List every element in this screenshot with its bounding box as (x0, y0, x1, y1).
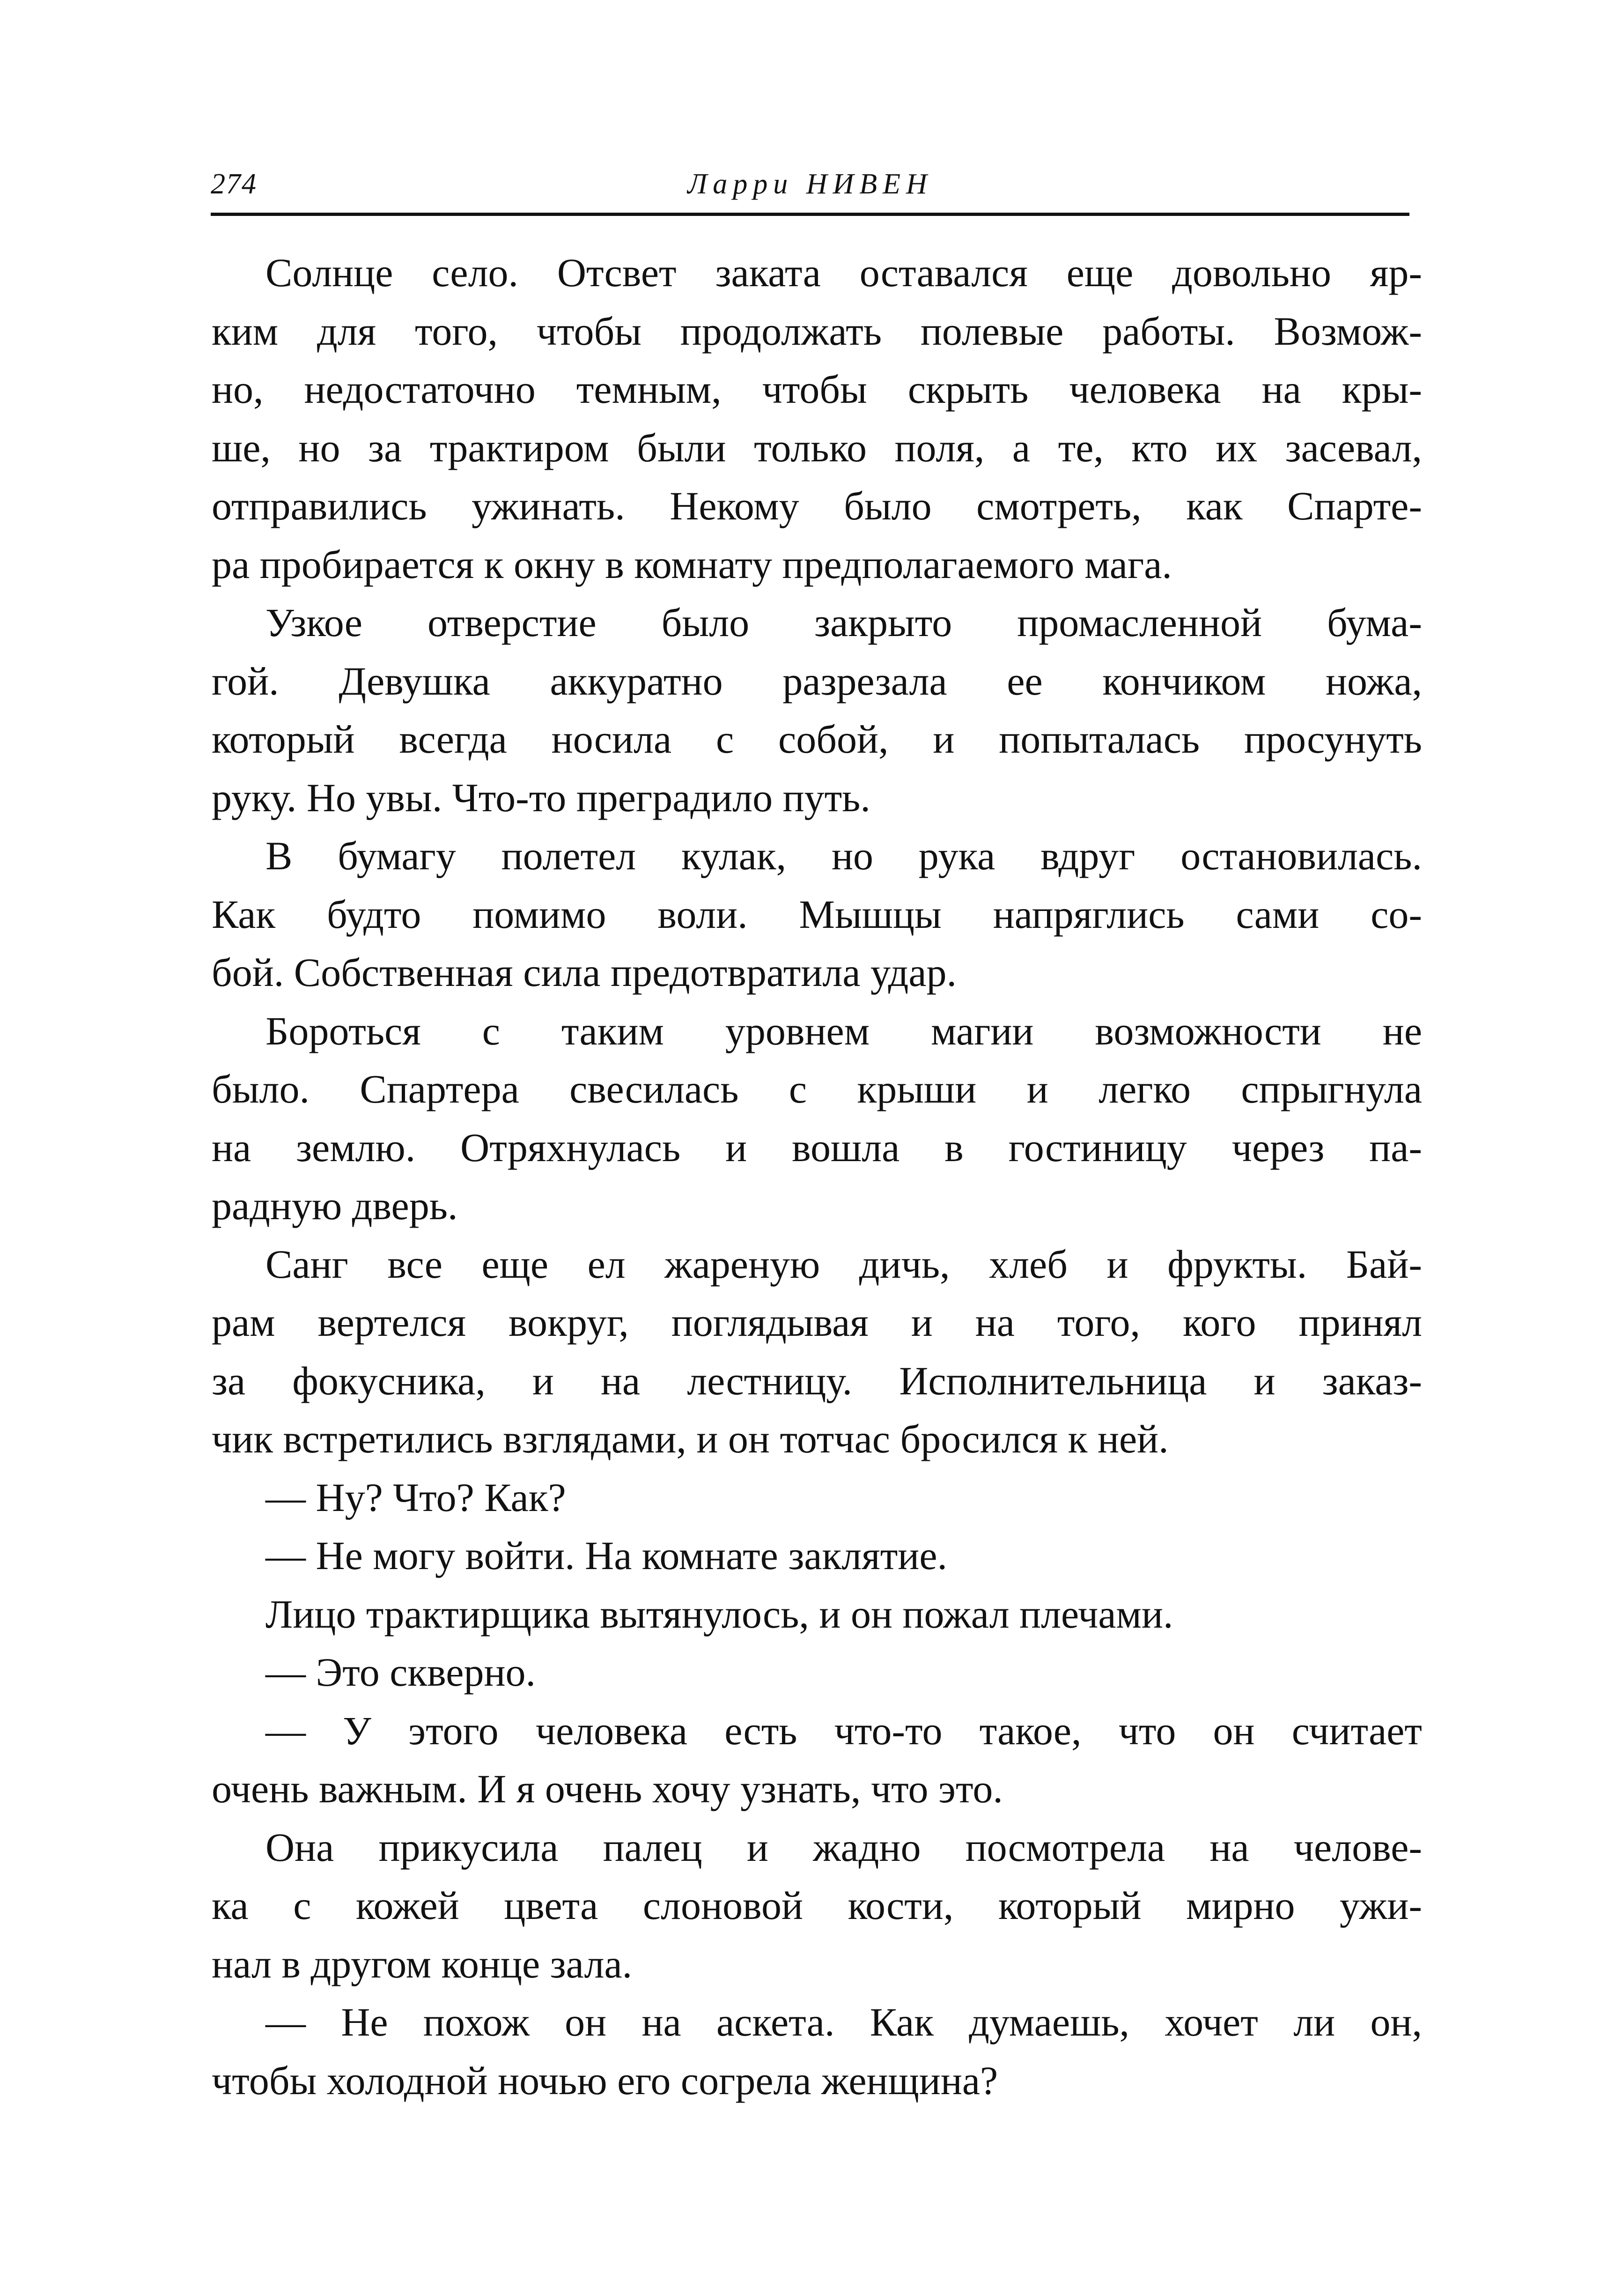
text-line: чик встретились взглядами, и он тотчас бросился к ней. (212, 1416, 1169, 1461)
text-line: но, недостаточно темным, чтобы скрыть человека на кры- (212, 367, 1422, 412)
text-line: за фокусника, и на лестницу. Исполнительница и заказ- (212, 1358, 1422, 1403)
running-title: Ларри НИВЕН (687, 168, 933, 200)
text-line: было. Спартера свесилась с крыши и легко спрыгнула (212, 1067, 1422, 1111)
body-text (212, 244, 1422, 2110)
text-line: бой. Собственная сила предотвратила удар. (212, 950, 957, 995)
text-line: ра пробирается к окну в комнату предполагаемого мага. (212, 541, 1172, 587)
text-line: ким для того, чтобы продолжать полевые работы. Возмож- (212, 308, 1422, 354)
text-line: нал в другом конце зала. (212, 1941, 633, 1986)
text-line: на землю. Отряхнулась и вошла в гостиницу через па- (212, 1125, 1422, 1170)
page-header (211, 159, 1409, 215)
text-line: — Не могу войти. На комнате заклятие. (265, 1533, 947, 1578)
text-line: Санг все еще ел жареную дичь, хлеб и фрукты. Бай- (265, 1241, 1422, 1287)
text-line: который всегда носила с собой, и попыталась просунуть (212, 717, 1422, 762)
text-line: очень важным. И я очень хочу узнать, что это. (212, 1766, 1003, 1811)
text-line: Лицо трактирщика вытянулось, и он пожал плечами. (265, 1591, 1173, 1637)
text-line: чтобы холодной ночью его согрела женщина? (212, 2058, 998, 2103)
text-line: Солнце село. Отсвет заката оставался еще довольно яр- (265, 250, 1422, 295)
text-line: В бумагу полетел кулак, но рука вдруг остановилась. (265, 833, 1422, 878)
text-line: — У этого человека есть что-то такое, что он считает (265, 1708, 1422, 1753)
text-line: — Не похож он на аскета. Как думаешь, хочет ли он, (265, 2000, 1422, 2044)
text-line: рам вертелся вокруг, поглядывая и на того, кого принял (212, 1300, 1422, 1345)
text-line: — Это скверно. (265, 1650, 536, 1695)
page-number: 274 (211, 168, 257, 200)
text-line: Бороться с таким уровнем магии возможности не (265, 1008, 1422, 1053)
text-line: Узкое отверстие было закрыто промасленной бума- (265, 600, 1422, 645)
text-line: Она прикусила палец и жадно посмотрела на челове- (265, 1824, 1422, 1870)
text-line: ка с кожей цвета слоновой кости, который мирно ужи- (212, 1883, 1422, 1928)
text-line: ше, но за трактиром были только поля, а те, кто их засевал, (212, 425, 1422, 470)
text-line: — Ну? Что? Как? (265, 1474, 566, 1520)
text-line: отправились ужинать. Некому было смотреть, как Спарте- (212, 483, 1422, 528)
text-line: гой. Девушка аккуратно разрезала ее кончиком ножа, (212, 658, 1422, 704)
text-line: Как будто помимо воли. Мышцы напряглись сами со- (212, 891, 1422, 937)
text-line: руку. Но увы. Что-то преградило путь. (212, 775, 870, 820)
text-line: радную дверь. (212, 1183, 458, 1228)
header-rule (211, 213, 1409, 216)
